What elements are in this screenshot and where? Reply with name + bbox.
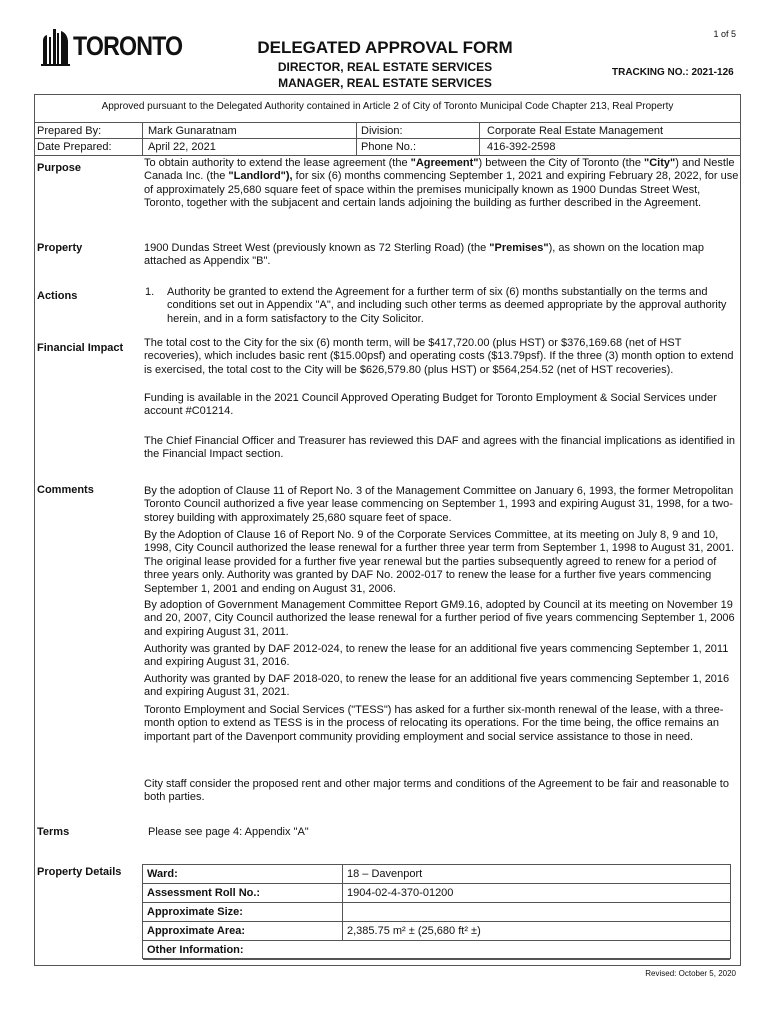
property-detail-key: Other Information: xyxy=(147,944,244,956)
financial-paragraph: The total cost to the City for the six (6) month term, will be $417,720.00 (plus HST) or $376,169.68 (net of HST recoveries), which includes basic rent ($15.00psf) and operating costs ($13.79psf). If the three (3) month option to extend is exercised, the total cost to the City will be $626,579.80 (plus HST) or $564,254.52 (net of HST recoveries). xyxy=(144,337,734,376)
divider xyxy=(34,122,741,123)
tracking-number: TRACKING NO.: 2021-126 xyxy=(612,67,734,78)
comments-paragraph: By the Adoption of Clause 16 of Report No. 9 of the Corporate Services Committee, at its meeting on July 8, 9 and 10, 1998, City Council authorized the lease renewal for a further three year term from September 1, 1998 to August 31, 2001. The original lease provided for a further five year renewal but the parties subsequently agreed to renew for a period of three years only. Authority was granted by DAF No. 2002-017 to renew the lease for a further five years commencing September 1, 2001 and ending on August 31, 2006. xyxy=(144,529,735,595)
financial-paragraph: Funding is available in the 2021 Council Approved Operating Budget for Toronto Employment & Social Services under account #C01214. xyxy=(144,392,717,418)
comments-paragraph: City staff consider the proposed rent and other major terms and conditions of the Agreement to be fair and reasonable to both parties. xyxy=(144,778,729,804)
action-number: 1. xyxy=(145,286,155,298)
revised-date: Revised: October 5, 2020 xyxy=(645,969,736,978)
property-detail-value: 18 – Davenport xyxy=(347,868,423,880)
approved-pursuant-line: Approved pursuant to the Delegated Authority contained in Article 2 of City of Toronto Municipal Code Chapter 213, Real Property xyxy=(101,101,674,112)
page-indicator: 1 of 5 xyxy=(713,29,736,39)
property-detail-key: Ward: xyxy=(147,868,178,880)
comments-paragraph: Authority was granted by DAF 2012-024, to renew the lease for an additional five years commencing September 1, 2011 and expiring August 31, 2016. xyxy=(144,643,729,669)
property-detail-value: 1904-02-4-370-01200 xyxy=(347,887,454,899)
logo-wordmark: TORONTO xyxy=(73,31,183,61)
table-row xyxy=(143,865,730,884)
division-value: Corporate Real Estate Management xyxy=(487,125,664,137)
prepared-by-label: Prepared By: xyxy=(37,125,102,137)
property-details-table xyxy=(142,864,731,959)
property-label: Property xyxy=(37,242,83,254)
terms-text: Please see page 4: Appendix "A" xyxy=(148,826,309,838)
property-detail-value: 2,385.75 m² ± (25,680 ft² ±) xyxy=(347,925,481,937)
property-details-label: Property Details xyxy=(37,866,122,878)
property-detail-key: Approximate Area: xyxy=(147,925,246,937)
form-subtitle-manager: MANAGER, REAL ESTATE SERVICES xyxy=(278,76,492,90)
phone-value: 416-392-2598 xyxy=(487,141,556,153)
table-row xyxy=(143,903,730,922)
property-detail-key: Approximate Size: xyxy=(147,906,243,918)
purpose-text: To obtain authority to extend the lease agreement (the "Agreement") between the City of Toronto (the "City") and Nestle Canada Inc. (the "Landlord"), for six (6) months commencing September 1, 2021 and expiring February 28, 2022, for use of approximately 25,680 square feet of space within the premises municipally known as 1900 Dundas Street West, Toronto, together with the subjacent and certain lands adjoining the building as further described in the Agreement. xyxy=(144,157,739,210)
table-row xyxy=(143,884,730,903)
comments-label: Comments xyxy=(37,484,94,496)
date-prepared-value: April 22, 2021 xyxy=(148,141,216,153)
form-subtitle-director: DIRECTOR, REAL ESTATE SERVICES xyxy=(277,60,493,74)
divider xyxy=(34,138,741,139)
prepared-by-value: Mark Gunaratnam xyxy=(148,125,237,137)
divider xyxy=(142,122,143,155)
division-label: Division: xyxy=(361,125,403,137)
actions-label: Actions xyxy=(37,290,78,302)
city-hall-icon xyxy=(40,27,72,67)
property-text: 1900 Dundas Street West (previously known as 72 Sterling Road) (the "Premises"), as shown on the location map attached as Appendix "B". xyxy=(144,242,704,268)
comments-paragraph: By the adoption of Clause 11 of Report No. 3 of the Management Committee on January 6, 1993, the former Metropolitan Toronto Council authorized a five year lease commencing on September 1, 1993 and expiring August 31, 1998, for a two-storey building with approximately 25,680 square feet of space. xyxy=(144,485,734,524)
comments-paragraph: Authority was granted by DAF 2018-020, to renew the lease for an additional five years commencing September 1, 2016 and expiring August 31, 2021. xyxy=(144,673,730,699)
property-detail-key: Assessment Roll No.: xyxy=(147,887,261,899)
divider xyxy=(34,155,741,156)
comments-paragraph: By adoption of Government Management Committee Report GM9.16, adopted by Council at its meeting on November 19 and 20, 2007, City Council authorized the lease renewal for a further period of five years commencing September 1, 2006 and expiring August 31, 2011. xyxy=(144,599,735,638)
divider xyxy=(356,122,357,155)
table-row xyxy=(143,941,730,960)
toronto-logo xyxy=(40,27,183,69)
form-title: DELEGATED APPROVAL FORM xyxy=(257,38,513,57)
financial-paragraph: The Chief Financial Officer and Treasurer has reviewed this DAF and agrees with the financial implications as identified in the Financial Impact section. xyxy=(144,435,736,461)
phone-label: Phone No.: xyxy=(361,141,417,153)
date-prepared-label: Date Prepared: xyxy=(37,141,112,153)
divider xyxy=(479,122,480,155)
action-text: Authority be granted to extend the Agreement for a further term of six (6) months substantially on the terms and conditions set out in Appendix "A", and including such other terms as deemed appropriate by the approval authority herein, and in a form satisfactory to the City Solicitor. xyxy=(167,286,727,325)
purpose-label: Purpose xyxy=(37,162,82,174)
comments-paragraph: Toronto Employment and Social Services ("TESS") has asked for a further six-month renewal of the lease, with a three-month option to extend as TESS is in the process of relocating its operations. For the time being, the office remains an important part of the Davenport community providing employment and social service assistance to those in need. xyxy=(144,704,724,743)
column-divider xyxy=(342,865,343,941)
table-row xyxy=(143,922,730,941)
financial-impact-label: Financial Impact xyxy=(37,342,124,354)
terms-label: Terms xyxy=(37,826,70,838)
